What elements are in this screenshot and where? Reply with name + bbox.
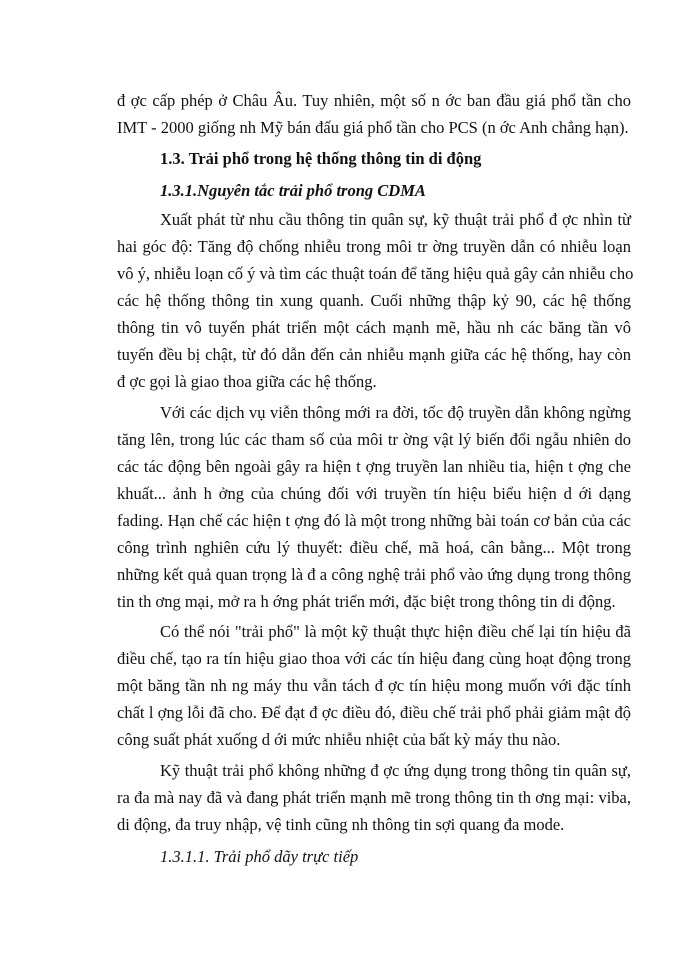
text-line: tăng lên, trong lúc các tham số của môi tr ờng vật lý biến đổi ngẫu nhiên do <box>117 430 631 449</box>
text-line: di động, đa truy nhập, vệ tinh cũng nh thông tin sợi quang đa mode. <box>117 815 565 834</box>
text-line: IMT - 2000 giống nh Mỹ bán đấu giá phổ tần cho PCS (n ớc Anh chẳng hạn). <box>117 118 629 137</box>
text-line: đ ợc cấp phép ở Châu Âu. Tuy nhiên, một số n ớc ban đầu giá phổ tần cho <box>117 91 631 110</box>
text-line: tin th ơng mại, mở ra h ớng phát triển mới, đặc biệt trong thông tin di động. <box>117 592 616 611</box>
text-line: công trình nghiên cứu lý thuyết: điều chế, mã hoá, cân bằng... Một trong <box>117 538 631 557</box>
text-line: điều chế, tạo ra tín hiệu giao thoa với các tín hiệu đang cùng hoạt động trong <box>117 649 631 668</box>
text-line: thông tin vô tuyến phát triển một cách mạnh mẽ, hầu nh các băng tần vô <box>117 318 631 337</box>
subsection-heading: 1.3.1.Nguyên tắc trải phổ trong CDMA <box>160 181 426 200</box>
text-line: các hệ thống thông tin xung quanh. Cuối những thập kỷ 90, các hệ thống <box>117 291 631 310</box>
text-line: những kết quả quan trọng là đ a công nghệ trải phổ vào ứng dụng trong thông <box>117 565 631 584</box>
text-line: tuyến đều bị chật, từ đó dẫn đến cản nhiễu mạnh giữa các hệ thống, hay còn <box>117 345 631 364</box>
text-line: Xuất phát từ nhu cầu thông tin quân sự, kỹ thuật trải phổ đ ợc nhìn từ <box>160 210 631 229</box>
section-heading: 1.3. Trải phổ trong hệ thống thông tin di động <box>160 149 482 168</box>
text-line: các tác động bên ngoài gây ra hiện t ợng truyền lan nhiều tia, hiện t ợng che <box>117 457 631 476</box>
text-line: fading. Hạn chế các hiện t ợng đó là một trong những bài toán cơ bản của các <box>117 511 631 530</box>
text-line: khuất... ảnh h ởng của chúng đối với truyền tín hiệu biểu hiện d ới dạng <box>117 484 631 503</box>
text-line: đ ợc gọi là giao thoa giữa các hệ thống. <box>117 372 377 391</box>
text-line: ra đa mà nay đã và đang phát triển mạnh mẽ trong thông tin th ơng mại: viba, <box>117 788 631 807</box>
subsubsection-heading: 1.3.1.1. Trải phổ dãy trực tiếp <box>160 847 359 866</box>
text-line: hai góc độ: Tăng độ chống nhiễu trong môi tr ờng truyền dẫn có nhiễu loạn <box>117 237 631 256</box>
text-line: chất l ợng lỗi đã cho. Để đạt đ ợc điều đó, điều chế trải phổ phải giảm mật độ <box>117 703 631 722</box>
text-line: vô ý, nhiễu loạn cố ý và tìm các thuật toán để tăng hiệu quả gây cản nhiễu cho <box>117 264 634 283</box>
text-line: Với các dịch vụ viễn thông mới ra đời, tốc độ truyền dẫn không ngừng <box>160 403 631 422</box>
text-line: một băng tần nh ng máy thu vẫn tách đ ợc tín hiệu mong muốn với đặc tính <box>117 676 631 695</box>
text-line: Có thể nói "trải phổ" là một kỹ thuật thực hiện điều chế lại tín hiệu đã <box>160 622 631 641</box>
text-line: Kỹ thuật trải phổ không những đ ợc ứng dụng trong thông tin quân sự, <box>160 761 631 780</box>
text-line: công suất phát xuống d ới mức nhiễu nhiệt của bất kỳ máy thu nào. <box>117 730 561 749</box>
